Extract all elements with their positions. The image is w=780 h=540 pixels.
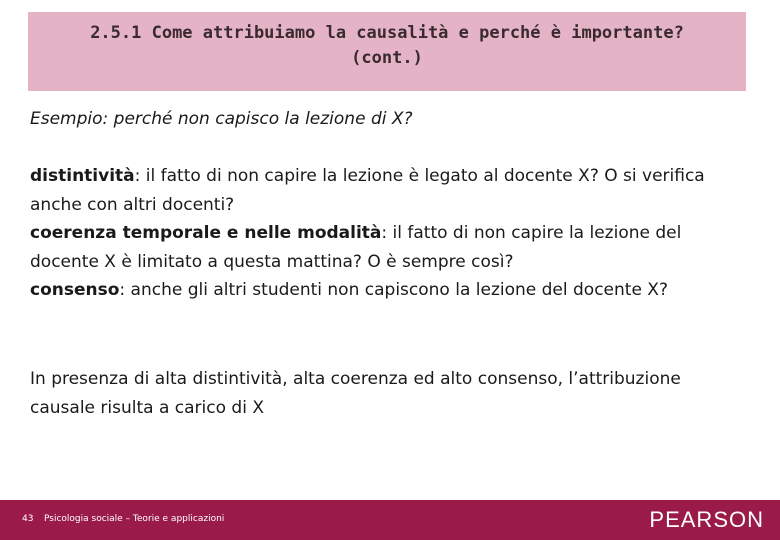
pearson-logo: PEARSON: [649, 507, 764, 532]
conclusion-text: In presenza di alta distintività, alta coerenza ed alto consenso, l’attribuzione causale risulta a carico di X: [30, 369, 681, 418]
criterion-consistency: [30, 219, 740, 276]
criterion-term: coerenza temporale e nelle modalità: [30, 223, 382, 244]
criterion-consensus: [30, 276, 740, 305]
criterion-term: distintività: [30, 166, 135, 186]
slide-title: [28, 12, 746, 91]
criterion-text: : anche gli altri studenti non capiscono la lezione del docente X?: [119, 280, 668, 301]
criterion-text: : il fatto di non capire la lezione del docente X è limitato a questa mattina? O è sempre così?: [30, 223, 682, 272]
page-number: 43: [22, 514, 34, 524]
criterion-term: consenso: [30, 280, 120, 301]
book-title: Psicologia sociale – Teorie e applicazioni: [44, 514, 225, 524]
criterion-distinctiveness: [30, 162, 740, 219]
criterion-text: : il fatto di non capire la lezione è legato al docente X? O si verifica anche con altri docenti?: [30, 166, 705, 215]
example-question: Esempio: perché non capisco la lezione di X?: [30, 109, 413, 129]
criteria-list: [30, 162, 740, 305]
slide-title-line-1: 2.5.1 Come attribuiamo la causalità e perché è importante?: [90, 23, 684, 43]
slide-title-line-2: (cont.): [351, 48, 423, 68]
footer-bar: [0, 500, 780, 540]
